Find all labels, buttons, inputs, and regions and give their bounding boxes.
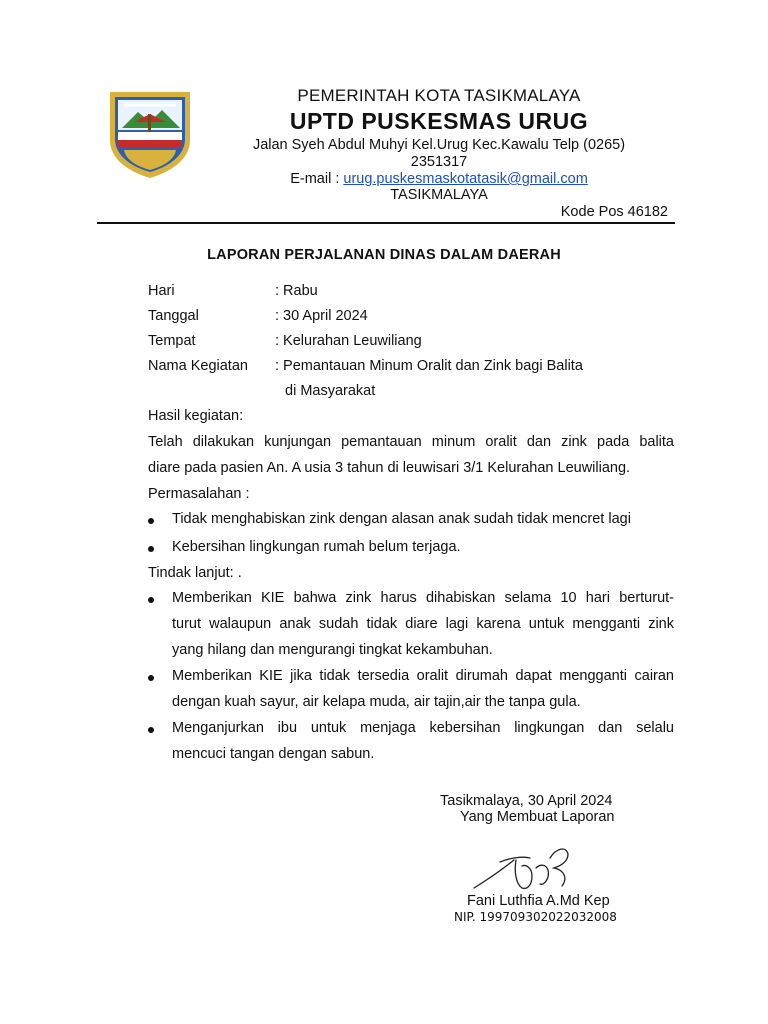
field-value: : Kelurahan Leuwiliang <box>275 333 422 349</box>
followup-line: Memberikan KIE jika tidak tersedia oralit dirumah dapat mengganti cairan <box>172 668 674 684</box>
field-label: Tanggal <box>148 308 199 324</box>
problem-item: Tidak menghabiskan zink dengan alasan anak sudah tidak mencret lagi <box>172 511 631 527</box>
followup-line: Menganjurkan ibu untuk menjaga kebersihan lingkungan dan selalu <box>172 720 674 736</box>
field-activity-continued: di Masyarakat <box>285 383 376 399</box>
followup-line: turut walaupun anak sudah tidak diare lagi karena untuk mengganti zink <box>172 616 674 632</box>
signature-place-date: Tasikmalaya, 30 April 2024 <box>440 793 613 809</box>
email-line <box>200 171 678 187</box>
field-value: : Pemantauan Minum Oralit dan Zink bagi Balita <box>275 358 583 374</box>
address-line-2: 2351317 <box>410 154 468 170</box>
followup-line: mencuci tangan dengan sabun. <box>172 746 375 762</box>
results-line: Telah dilakukan kunjungan pemantauan minum oralit dan zink pada balita <box>148 434 674 450</box>
city-name: TASIKMALAYA <box>390 187 488 203</box>
results-line: diare pada pasien An. A usia 3 tahun di leuwisari 3/1 Kelurahan Leuwiliang. <box>148 460 631 476</box>
followup-line: dengan kuah sayur, air kelapa muda, air tajin,air the tanpa gula. <box>172 694 581 710</box>
followup-line: yang hilang dan mengurangi tingkat kekambuhan. <box>172 642 493 658</box>
signatory-nip: NIP. 199709302022032008 <box>454 910 617 924</box>
report-title: LAPORAN PERJALANAN DINAS DALAM DAERAH <box>207 247 561 263</box>
postal-code: Kode Pos 46182 <box>560 204 668 220</box>
handwritten-signature <box>470 838 580 898</box>
field-label: Nama Kegiatan <box>148 358 248 374</box>
followup-line: Memberikan KIE bahwa zink harus dihabiskan selama 10 hari berturut- <box>172 590 674 606</box>
problem-item: Kebersihan lingkungan rumah belum terjaga. <box>172 539 461 555</box>
email-label: E-mail : <box>290 171 344 187</box>
field-value: : 30 April 2024 <box>275 308 368 324</box>
email-link[interactable]: urug.puskesmaskotatasik@gmail.com <box>343 171 588 187</box>
field-value: : Rabu <box>275 283 318 299</box>
followup-heading: Tindak lanjut: . <box>148 565 242 581</box>
field-label: Hari <box>148 283 175 299</box>
city-emblem-icon <box>104 88 196 180</box>
signatory-name: Fani Luthfia A.Md Kep <box>467 893 610 909</box>
signature-role: Yang Membuat Laporan <box>460 809 615 825</box>
government-name: PEMERINTAH KOTA TASIKMALAYA <box>297 86 581 105</box>
field-label: Tempat <box>148 333 196 349</box>
header-divider <box>97 222 675 224</box>
address-line-1: Jalan Syeh Abdul Muhyi Kel.Urug Kec.Kawalu Telp (0265) <box>252 137 626 153</box>
organization-name: UPTD PUSKESMAS URUG <box>289 108 589 134</box>
problems-heading: Permasalahan : <box>148 486 250 502</box>
results-heading: Hasil kegiatan: <box>148 408 244 424</box>
